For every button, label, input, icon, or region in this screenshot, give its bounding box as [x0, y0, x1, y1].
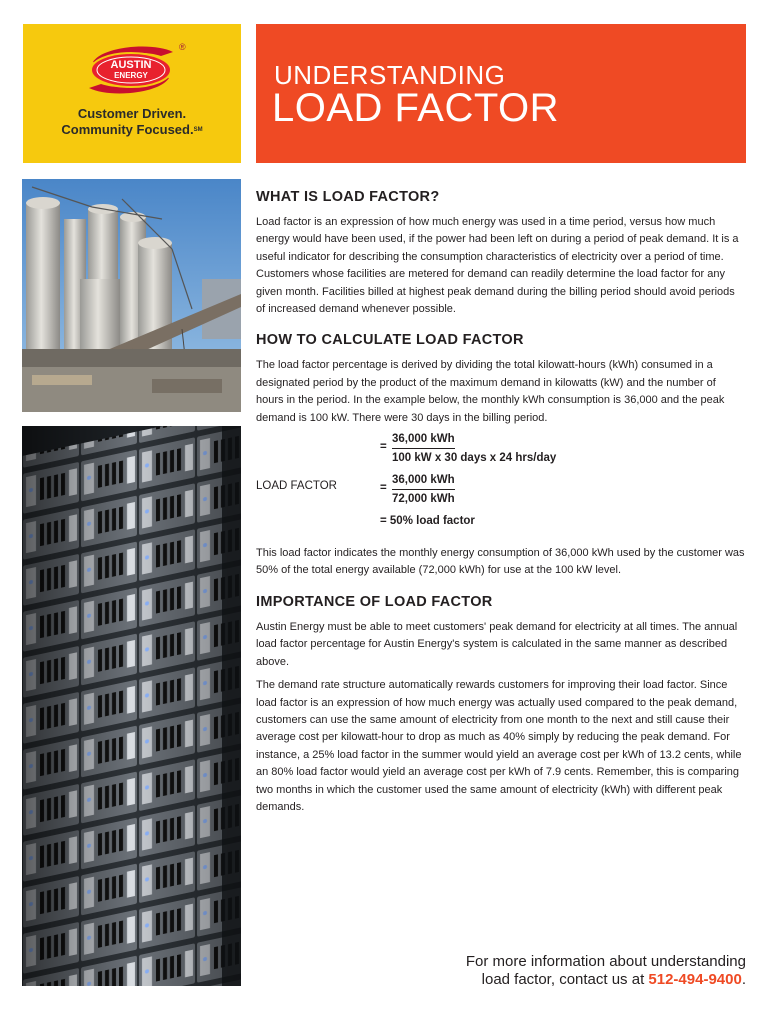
formula-numerator: 36,000 kWh	[392, 474, 455, 490]
load-factor-label: LOAD FACTOR	[256, 480, 337, 493]
section-how-to-calculate	[256, 332, 746, 579]
austin-energy-logo	[83, 42, 179, 98]
title-banner	[256, 24, 746, 163]
page-title: LOAD FACTOR	[272, 86, 560, 130]
section-what-is-load-factor	[256, 189, 746, 318]
formula-denominator: 100 kW x 30 days x 24 hrs/day	[392, 452, 557, 465]
registered-mark: ®	[179, 42, 186, 52]
tagline-line-1: Customer Driven.	[77, 106, 187, 121]
section-body: The load factor percentage is derived by dividing the total kilowatt-hours (kWh) consumed in a designated period by the product of the maximum demand in kilowatts (kW) and the number of hours in the period. In the example below, the monthly kWh consumption is 36,000 and the peak demand is 100 kW. There were 30 days in the billing period.	[256, 359, 725, 424]
equals-sign: =	[380, 441, 387, 454]
section-body: This load factor indicates the monthly energy consumption of 36,000 kWh used by the customer was 50% of the total energy available (72,000 kWh) for use at the 100 kW level.	[256, 547, 745, 577]
formula-numerator: 36,000 kWh	[392, 433, 455, 449]
equals-sign: =	[380, 482, 387, 495]
server-rack-photo	[22, 426, 241, 986]
contact-footer	[306, 953, 746, 989]
footer-line-2: load factor, contact us at 512-494-9400.	[481, 971, 746, 988]
tagline	[23, 106, 241, 138]
load-factor-formula	[256, 433, 746, 533]
section-heading: WHAT IS LOAD FACTOR?	[256, 189, 440, 205]
industrial-plant-photo	[22, 179, 241, 412]
title-kicker: UNDERSTANDING	[274, 60, 506, 90]
section-importance	[256, 594, 746, 816]
section-heading: HOW TO CALCULATE LOAD FACTOR	[256, 332, 524, 349]
brand-logo-panel	[23, 24, 241, 163]
logo-text-austin: AUSTIN	[110, 59, 152, 71]
section-body: Austin Energy must be able to meet customers' peak demand for electricity at all times. The annual load factor percentage for Austin Energy's system is calculated in the same manner as described above.	[256, 620, 738, 668]
section-body: The demand rate structure automatically rewards customers for improving their load factor. Since load factor is an expression of how much energy was actually used compared to the peak demand, customers can use the same amount of electricity from one month to the next and still cause their average cost per kilowatt-hour to drop as much as 40% simply by reducing the peak demand. For instance, a 25% load factor in the summer would yield an average cost per kWh of 13.2 cents, while an 80% load factor would yield an average cost per kWh of 7.9 cents. Remember, this is comparing two months in which the customer used the same amount of electricity (kWh) with different peak demands.	[256, 679, 742, 813]
section-body: Load factor is an expression of how much energy was used in a time period, versus how much energy would have been used, if the power had been left on during a period of peak demand. It is a useful indicator for describing the consumption characteristics of electricity over a period of time. Customers whose facilities are metered for demand can readily determine the load factor for any given month. Facilities billed at highest peak demand during the billing period should avoid periods of increased demand whenever possible.	[256, 216, 739, 316]
formula-denominator: 72,000 kWh	[392, 493, 455, 506]
formula-result: = 50% load factor	[380, 515, 475, 528]
tagline-line-2: Community Focused.℠	[61, 122, 203, 137]
section-heading: IMPORTANCE OF LOAD FACTOR	[256, 593, 493, 610]
footer-line-1: For more information about understanding	[465, 953, 746, 970]
service-mark: SM	[193, 127, 203, 133]
phone-number-link[interactable]: 512-494-9400	[648, 971, 742, 988]
main-content	[256, 189, 746, 816]
logo-text-energy: ENERGY	[114, 71, 148, 80]
